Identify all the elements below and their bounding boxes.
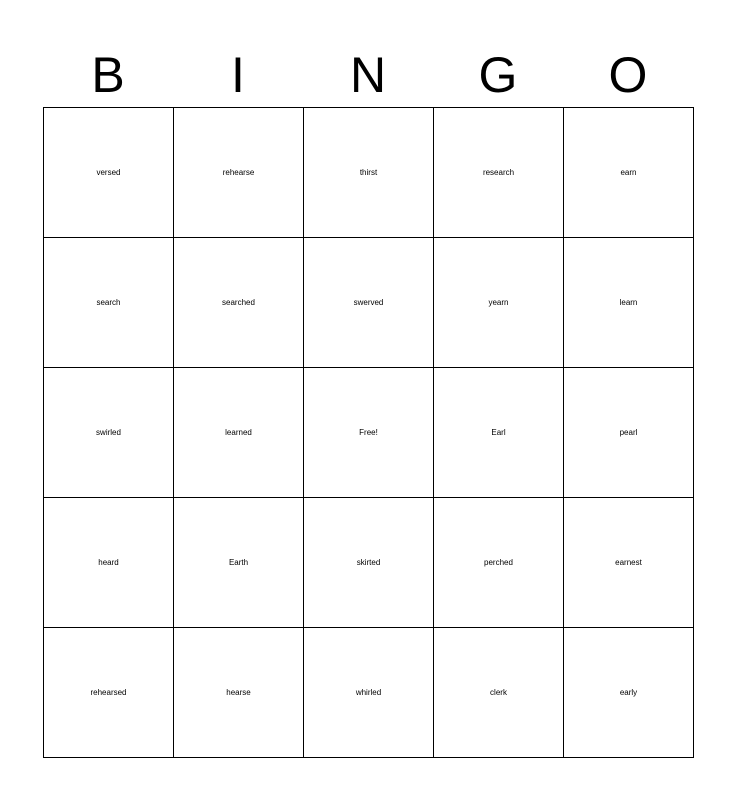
bingo-cell-r4-c2[interactable]: Earth [174, 498, 304, 628]
bingo-cell-r1-c1[interactable]: versed [44, 108, 174, 238]
bingo-header [43, 42, 693, 108]
bingo-cell-r2-c4[interactable]: yearn [434, 238, 564, 368]
header-letter-g: G [478, 47, 518, 103]
bingo-cell-r4-c4[interactable]: perched [434, 498, 564, 628]
bingo-cell-r3-c1[interactable]: swirled [44, 368, 174, 498]
bingo-cell-r5-c4[interactable]: clerk [434, 628, 564, 758]
bingo-cell-r2-c5[interactable]: learn [564, 238, 694, 368]
bingo-cell-r1-c4[interactable]: research [434, 108, 564, 238]
bingo-cell-r5-c3[interactable]: whirled [304, 628, 434, 758]
bingo-board [43, 107, 694, 758]
bingo-cell-r3-c2[interactable]: learned [174, 368, 304, 498]
bingo-cell-r1-c3[interactable]: thirst [304, 108, 434, 238]
bingo-cell-r3-c5[interactable]: pearl [564, 368, 694, 498]
bingo-cell-r5-c5[interactable]: early [564, 628, 694, 758]
bingo-cell-r2-c3[interactable]: swerved [304, 238, 434, 368]
bingo-cell-r3-c4[interactable]: Earl [434, 368, 564, 498]
bingo-cell-r1-c2[interactable]: rehearse [174, 108, 304, 238]
bingo-cell-r5-c2[interactable]: hearse [174, 628, 304, 758]
bingo-cell-r4-c3[interactable]: skirted [304, 498, 434, 628]
header-letter-i: I [231, 47, 245, 103]
header-letter-o: O [608, 47, 648, 103]
bingo-cell-r2-c1[interactable]: search [44, 238, 174, 368]
bingo-cell-r1-c5[interactable]: earn [564, 108, 694, 238]
bingo-cell-r4-c1[interactable]: heard [44, 498, 174, 628]
header-letter-b: B [91, 47, 125, 103]
bingo-cell-r4-c5[interactable]: earnest [564, 498, 694, 628]
bingo-cell-r5-c1[interactable]: rehearsed [44, 628, 174, 758]
bingo-cell-r2-c2[interactable]: searched [174, 238, 304, 368]
bingo-cell-r3-c3[interactable]: Free! [304, 368, 434, 498]
header-letter-n: N [349, 47, 387, 103]
